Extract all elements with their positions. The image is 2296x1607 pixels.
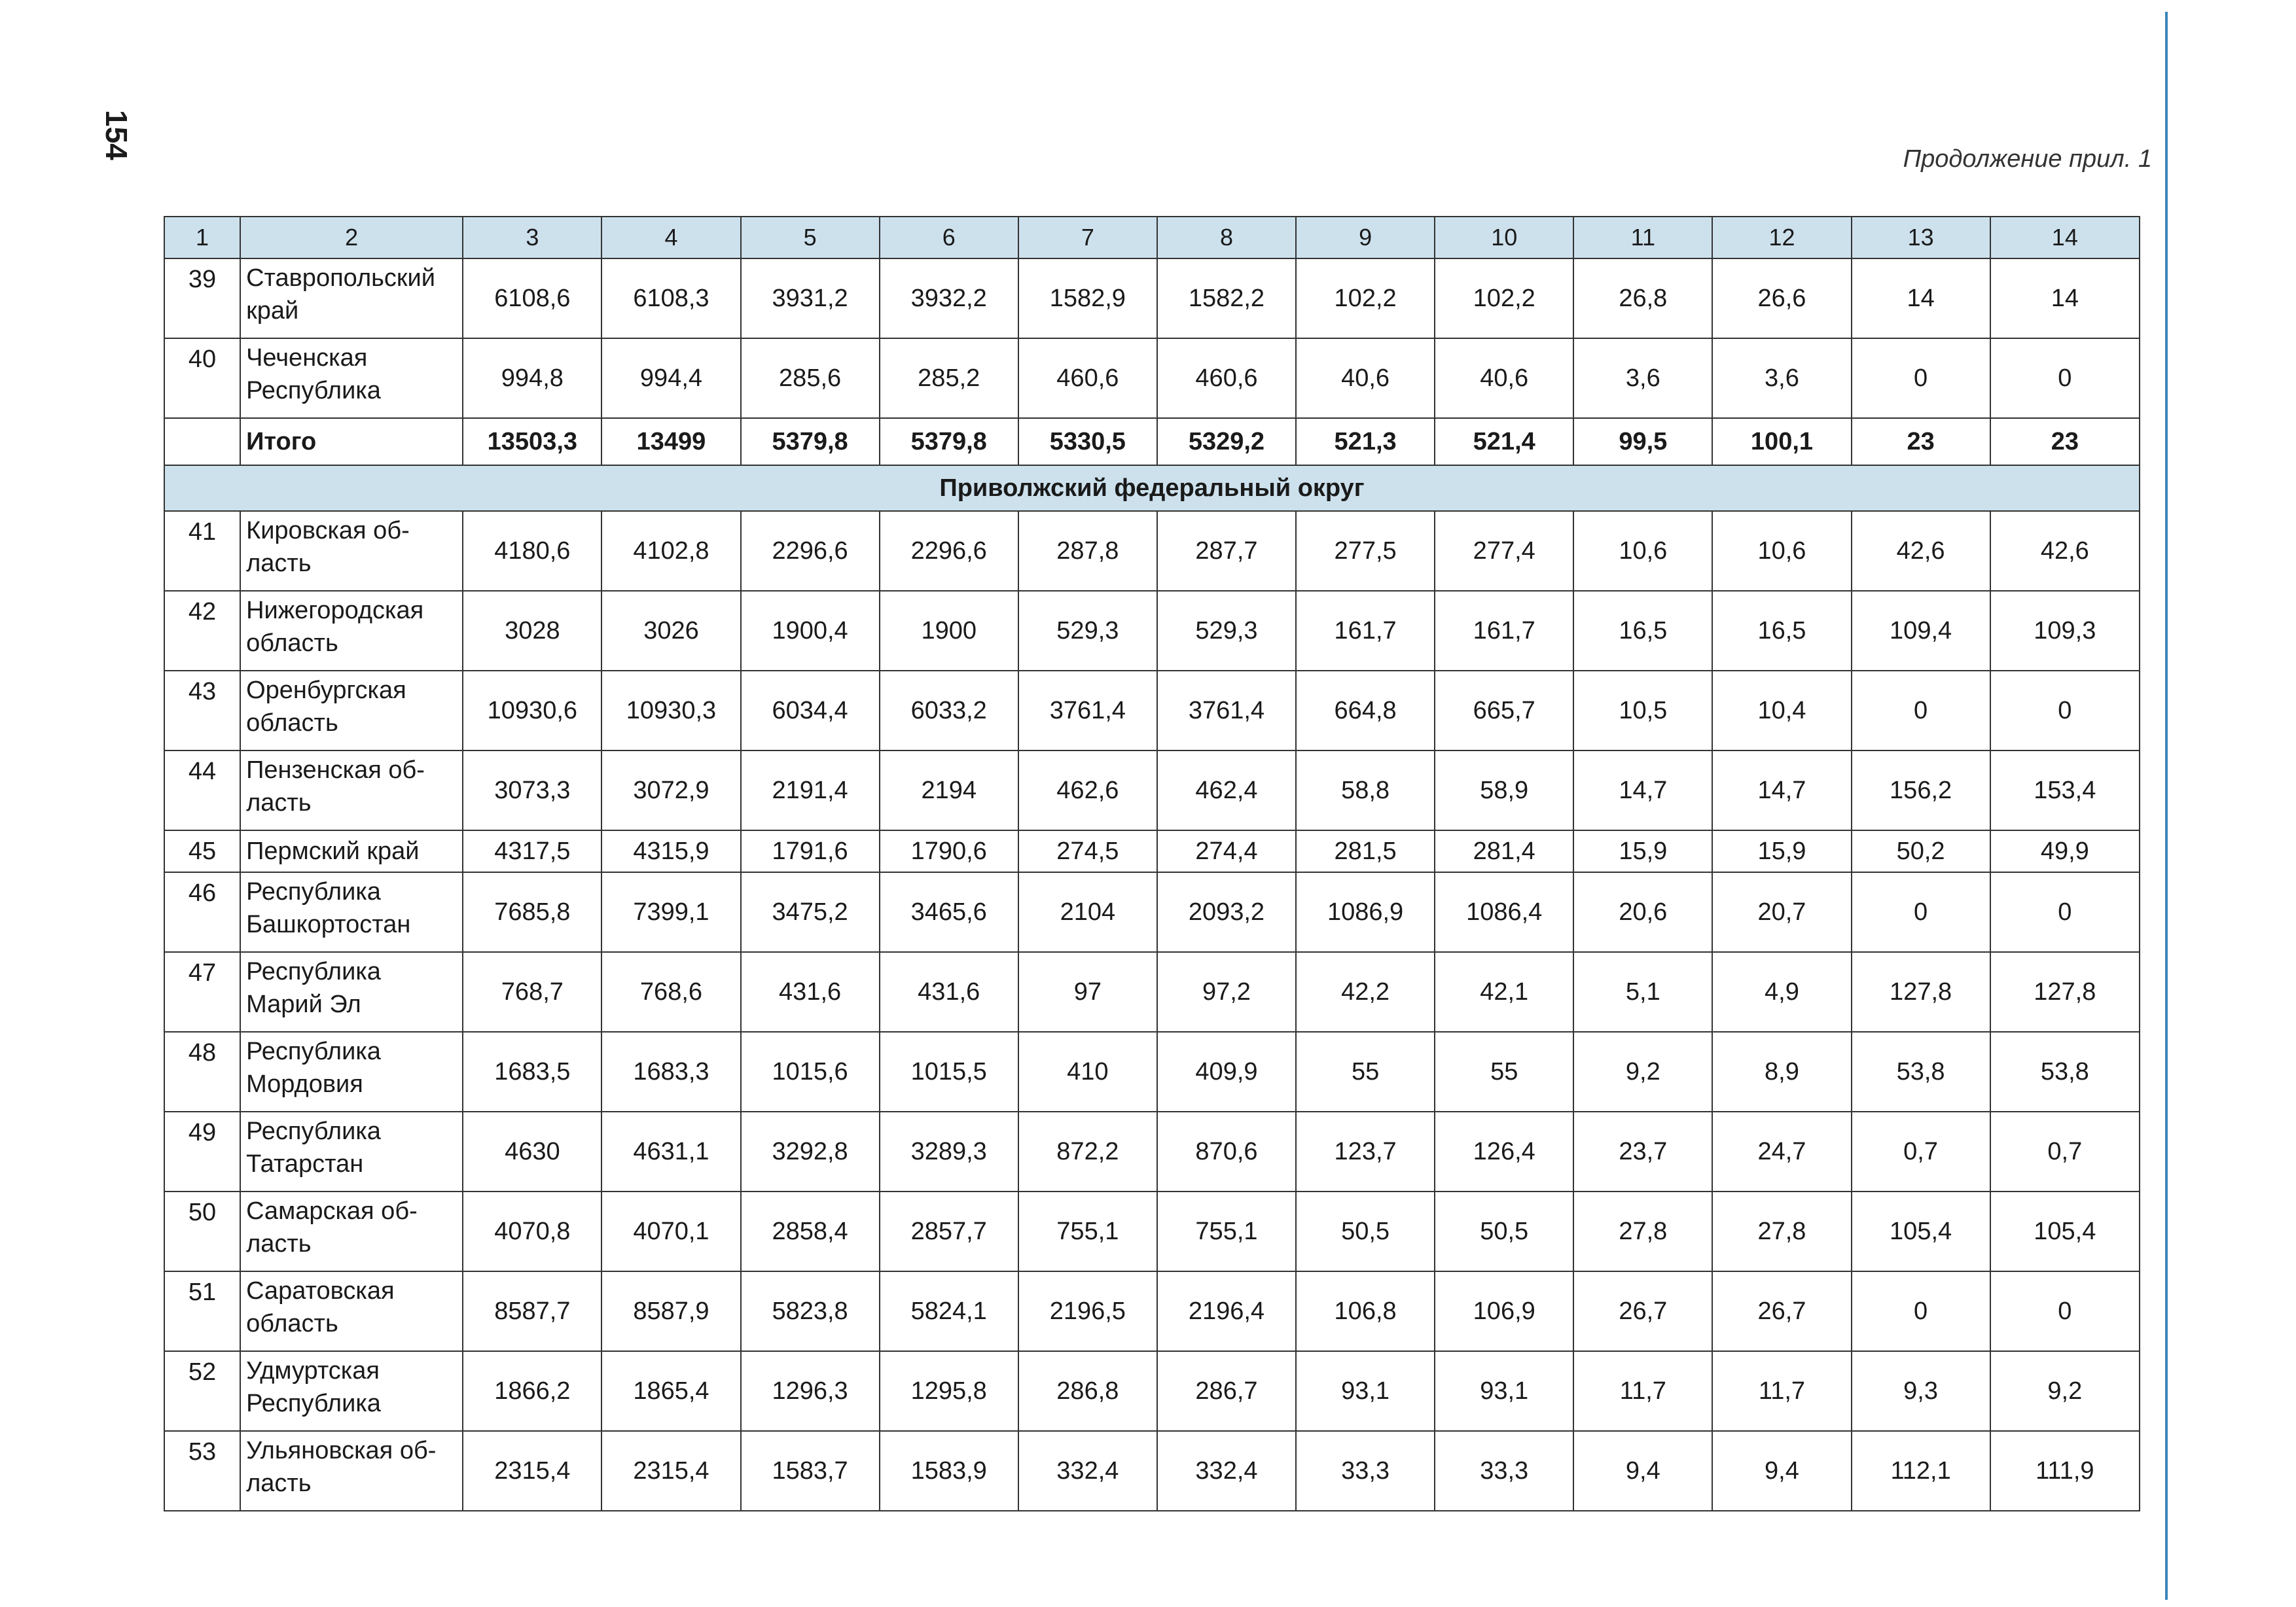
value-cell: 50,5 [1296, 1192, 1435, 1271]
column-header: 5 [741, 217, 880, 258]
value-cell: 106,9 [1435, 1271, 1573, 1351]
value-cell: 3289,3 [880, 1112, 1018, 1192]
value-cell: 274,4 [1157, 830, 1296, 872]
value-cell: 332,4 [1018, 1431, 1157, 1511]
row-number: 45 [164, 830, 240, 872]
value-cell: 2296,6 [880, 511, 1018, 591]
value-cell: 97,2 [1157, 952, 1296, 1032]
value-cell: 3931,2 [741, 258, 880, 338]
value-cell: 462,4 [1157, 751, 1296, 830]
value-cell: 2858,4 [741, 1192, 880, 1271]
value-cell: 2857,7 [880, 1192, 1018, 1271]
value-cell: 161,7 [1296, 591, 1435, 671]
value-cell: 1086,9 [1296, 872, 1435, 952]
row-number [164, 418, 240, 465]
value-cell: 409,9 [1157, 1032, 1296, 1112]
value-cell: 10,6 [1712, 511, 1851, 591]
value-cell: 5823,8 [741, 1271, 880, 1351]
value-cell: 755,1 [1018, 1192, 1157, 1271]
region-name: Удмуртская Республика [240, 1351, 463, 1431]
value-cell: 1582,9 [1018, 258, 1157, 338]
value-cell: 42,1 [1435, 952, 1573, 1032]
column-header: 3 [463, 217, 601, 258]
value-cell: 3,6 [1573, 338, 1712, 418]
value-cell: 460,6 [1018, 338, 1157, 418]
value-cell: 109,3 [1990, 591, 2140, 671]
column-header: 6 [880, 217, 1018, 258]
row-number: 41 [164, 511, 240, 591]
value-cell: 4630 [463, 1112, 601, 1192]
total-value: 5330,5 [1018, 418, 1157, 465]
total-value: 5379,8 [880, 418, 1018, 465]
column-header: 8 [1157, 217, 1296, 258]
total-label: Итого [240, 418, 463, 465]
value-cell: 2191,4 [741, 751, 880, 830]
page-number: 154 [99, 110, 134, 160]
value-cell: 14 [1852, 258, 1990, 338]
value-cell: 2315,4 [601, 1431, 740, 1511]
total-value: 13503,3 [463, 418, 601, 465]
value-cell: 105,4 [1990, 1192, 2140, 1271]
value-cell: 111,9 [1990, 1431, 2140, 1511]
value-cell: 3028 [463, 591, 601, 671]
value-cell: 3932,2 [880, 258, 1018, 338]
value-cell: 0 [1852, 338, 1990, 418]
column-header: 2 [240, 217, 463, 258]
value-cell: 10930,6 [463, 671, 601, 751]
value-cell: 26,8 [1573, 258, 1712, 338]
region-name: Пензенская об-ласть [240, 751, 463, 830]
value-cell: 0,7 [1990, 1112, 2140, 1192]
value-cell: 2194 [880, 751, 1018, 830]
column-header: 4 [601, 217, 740, 258]
value-cell: 53,8 [1990, 1032, 2140, 1112]
value-cell: 49,9 [1990, 830, 2140, 872]
value-cell: 3073,3 [463, 751, 601, 830]
value-cell: 11,7 [1573, 1351, 1712, 1431]
value-cell: 332,4 [1157, 1431, 1296, 1511]
total-row [164, 418, 2140, 465]
value-cell: 1296,3 [741, 1351, 880, 1431]
value-cell: 93,1 [1435, 1351, 1573, 1431]
value-cell: 14 [1990, 258, 2140, 338]
region-name: Республика Мордовия [240, 1032, 463, 1112]
value-cell: 1015,5 [880, 1032, 1018, 1112]
value-cell: 1866,2 [463, 1351, 601, 1431]
value-cell: 0 [1990, 671, 2140, 751]
value-cell: 127,8 [1852, 952, 1990, 1032]
value-cell: 1582,2 [1157, 258, 1296, 338]
region-name: Самарская об-ласть [240, 1192, 463, 1271]
value-cell: 4315,9 [601, 830, 740, 872]
value-cell: 2196,4 [1157, 1271, 1296, 1351]
value-cell: 3072,9 [601, 751, 740, 830]
value-cell: 1683,3 [601, 1032, 740, 1112]
value-cell: 1683,5 [463, 1032, 601, 1112]
value-cell: 4631,1 [601, 1112, 740, 1192]
value-cell: 431,6 [741, 952, 880, 1032]
table-row [164, 338, 2140, 418]
value-cell: 3,6 [1712, 338, 1851, 418]
value-cell: 153,4 [1990, 751, 2140, 830]
value-cell: 15,9 [1712, 830, 1851, 872]
value-cell: 3761,4 [1018, 671, 1157, 751]
row-number: 50 [164, 1192, 240, 1271]
region-name: Чеченская Республика [240, 338, 463, 418]
value-cell: 156,2 [1852, 751, 1990, 830]
row-number: 47 [164, 952, 240, 1032]
value-cell: 6108,3 [601, 258, 740, 338]
value-cell: 286,7 [1157, 1351, 1296, 1431]
value-cell: 286,8 [1018, 1351, 1157, 1431]
value-cell: 0 [1852, 671, 1990, 751]
value-cell: 1583,7 [741, 1431, 880, 1511]
region-name: Оренбургская область [240, 671, 463, 751]
region-name: Республика Башкортостан [240, 872, 463, 952]
value-cell: 285,2 [880, 338, 1018, 418]
value-cell: 123,7 [1296, 1112, 1435, 1192]
value-cell: 5,1 [1573, 952, 1712, 1032]
region-name: Республика Татарстан [240, 1112, 463, 1192]
value-cell: 8587,9 [601, 1271, 740, 1351]
value-cell: 3465,6 [880, 872, 1018, 952]
value-cell: 2296,6 [741, 511, 880, 591]
side-rule [2165, 12, 2168, 1600]
value-cell: 9,2 [1990, 1351, 2140, 1431]
value-cell: 0,7 [1852, 1112, 1990, 1192]
value-cell: 462,6 [1018, 751, 1157, 830]
value-cell: 161,7 [1435, 591, 1573, 671]
section-title: Приволжский федеральный округ [164, 465, 2140, 511]
value-cell: 768,7 [463, 952, 601, 1032]
column-header: 7 [1018, 217, 1157, 258]
row-number: 42 [164, 591, 240, 671]
region-name: Республика Марий Эл [240, 952, 463, 1032]
value-cell: 40,6 [1435, 338, 1573, 418]
value-cell: 277,5 [1296, 511, 1435, 591]
value-cell: 2104 [1018, 872, 1157, 952]
value-cell: 55 [1296, 1032, 1435, 1112]
value-cell: 126,4 [1435, 1112, 1573, 1192]
value-cell: 410 [1018, 1032, 1157, 1112]
value-cell: 0 [1990, 1271, 2140, 1351]
value-cell: 4102,8 [601, 511, 740, 591]
value-cell: 6033,2 [880, 671, 1018, 751]
table-row [164, 952, 2140, 1032]
table-row [164, 1112, 2140, 1192]
value-cell: 42,6 [1990, 511, 2140, 591]
value-cell: 285,6 [741, 338, 880, 418]
row-number: 48 [164, 1032, 240, 1112]
value-cell: 4070,8 [463, 1192, 601, 1271]
region-name: Пермский край [240, 830, 463, 872]
value-cell: 26,7 [1712, 1271, 1851, 1351]
value-cell: 3292,8 [741, 1112, 880, 1192]
value-cell: 106,8 [1296, 1271, 1435, 1351]
value-cell: 27,8 [1712, 1192, 1851, 1271]
total-value: 99,5 [1573, 418, 1712, 465]
value-cell: 10,4 [1712, 671, 1851, 751]
value-cell: 33,3 [1296, 1431, 1435, 1511]
value-cell: 8587,7 [463, 1271, 601, 1351]
row-number: 52 [164, 1351, 240, 1431]
table-row [164, 1192, 2140, 1271]
table-row [164, 1351, 2140, 1431]
value-cell: 3026 [601, 591, 740, 671]
value-cell: 287,8 [1018, 511, 1157, 591]
continuation-note: Продолжение прил. 1 [1903, 145, 2152, 173]
value-cell: 16,5 [1712, 591, 1851, 671]
value-cell: 15,9 [1573, 830, 1712, 872]
value-cell: 24,7 [1712, 1112, 1851, 1192]
value-cell: 274,5 [1018, 830, 1157, 872]
value-cell: 20,7 [1712, 872, 1851, 952]
value-cell: 4,9 [1712, 952, 1851, 1032]
section-row [164, 465, 2140, 511]
value-cell: 0 [1990, 872, 2140, 952]
total-value: 13499 [601, 418, 740, 465]
value-cell: 8,9 [1712, 1032, 1851, 1112]
value-cell: 1790,6 [880, 830, 1018, 872]
value-cell: 27,8 [1573, 1192, 1712, 1271]
value-cell: 287,7 [1157, 511, 1296, 591]
value-cell: 1900 [880, 591, 1018, 671]
value-cell: 872,2 [1018, 1112, 1157, 1192]
region-name: Нижегородская область [240, 591, 463, 671]
value-cell: 431,6 [880, 952, 1018, 1032]
value-cell: 6034,4 [741, 671, 880, 751]
value-cell: 4070,1 [601, 1192, 740, 1271]
value-cell: 105,4 [1852, 1192, 1990, 1271]
value-cell: 42,2 [1296, 952, 1435, 1032]
value-cell: 26,7 [1573, 1271, 1712, 1351]
value-cell: 11,7 [1712, 1351, 1851, 1431]
value-cell: 1900,4 [741, 591, 880, 671]
value-cell: 1791,6 [741, 830, 880, 872]
value-cell: 664,8 [1296, 671, 1435, 751]
value-cell: 127,8 [1990, 952, 2140, 1032]
value-cell: 281,4 [1435, 830, 1573, 872]
value-cell: 10,6 [1573, 511, 1712, 591]
value-cell: 281,5 [1296, 830, 1435, 872]
total-value: 23 [1852, 418, 1990, 465]
table-row [164, 1032, 2140, 1112]
value-cell: 2093,2 [1157, 872, 1296, 952]
value-cell: 665,7 [1435, 671, 1573, 751]
value-cell: 1086,4 [1435, 872, 1573, 952]
value-cell: 58,9 [1435, 751, 1573, 830]
table-row [164, 258, 2140, 338]
table-row [164, 1431, 2140, 1511]
column-header: 1 [164, 217, 240, 258]
value-cell: 994,4 [601, 338, 740, 418]
data-table [164, 216, 2140, 1511]
value-cell: 10930,3 [601, 671, 740, 751]
value-cell: 3761,4 [1157, 671, 1296, 751]
value-cell: 1583,9 [880, 1431, 1018, 1511]
value-cell: 4180,6 [463, 511, 601, 591]
value-cell: 112,1 [1852, 1431, 1990, 1511]
row-number: 39 [164, 258, 240, 338]
value-cell: 42,6 [1852, 511, 1990, 591]
value-cell: 53,8 [1852, 1032, 1990, 1112]
value-cell: 6108,6 [463, 258, 601, 338]
total-value: 5329,2 [1157, 418, 1296, 465]
table-row [164, 1271, 2140, 1351]
column-header: 12 [1712, 217, 1851, 258]
value-cell: 7685,8 [463, 872, 601, 952]
value-cell: 4317,5 [463, 830, 601, 872]
value-cell: 870,6 [1157, 1112, 1296, 1192]
value-cell: 529,3 [1018, 591, 1157, 671]
row-number: 46 [164, 872, 240, 952]
value-cell: 277,4 [1435, 511, 1573, 591]
value-cell: 55 [1435, 1032, 1573, 1112]
value-cell: 102,2 [1435, 258, 1573, 338]
value-cell: 9,3 [1852, 1351, 1990, 1431]
table-row [164, 671, 2140, 751]
value-cell: 93,1 [1296, 1351, 1435, 1431]
value-cell: 26,6 [1712, 258, 1851, 338]
row-number: 49 [164, 1112, 240, 1192]
table-row [164, 751, 2140, 830]
value-cell: 23,7 [1573, 1112, 1712, 1192]
total-value: 100,1 [1712, 418, 1851, 465]
value-cell: 109,4 [1852, 591, 1990, 671]
value-cell: 7399,1 [601, 872, 740, 952]
value-cell: 14,7 [1573, 751, 1712, 830]
region-name: Ставропольский край [240, 258, 463, 338]
total-value: 521,3 [1296, 418, 1435, 465]
table-row [164, 591, 2140, 671]
total-value: 521,4 [1435, 418, 1573, 465]
region-name: Саратовская область [240, 1271, 463, 1351]
value-cell: 9,4 [1573, 1431, 1712, 1511]
value-cell: 994,8 [463, 338, 601, 418]
value-cell: 5824,1 [880, 1271, 1018, 1351]
row-number: 44 [164, 751, 240, 830]
value-cell: 1015,6 [741, 1032, 880, 1112]
table-body [164, 217, 2140, 1511]
value-cell: 33,3 [1435, 1431, 1573, 1511]
table-row [164, 872, 2140, 952]
column-number-row [164, 217, 2140, 258]
value-cell: 50,2 [1852, 830, 1990, 872]
value-cell: 2196,5 [1018, 1271, 1157, 1351]
row-number: 51 [164, 1271, 240, 1351]
value-cell: 1295,8 [880, 1351, 1018, 1431]
value-cell: 50,5 [1435, 1192, 1573, 1271]
row-number: 53 [164, 1431, 240, 1511]
value-cell: 0 [1852, 872, 1990, 952]
value-cell: 3475,2 [741, 872, 880, 952]
column-header: 14 [1990, 217, 2140, 258]
value-cell: 768,6 [601, 952, 740, 1032]
value-cell: 9,2 [1573, 1032, 1712, 1112]
region-name: Кировская об-ласть [240, 511, 463, 591]
value-cell: 16,5 [1573, 591, 1712, 671]
value-cell: 529,3 [1157, 591, 1296, 671]
total-value: 5379,8 [741, 418, 880, 465]
value-cell: 97 [1018, 952, 1157, 1032]
value-cell: 0 [1990, 338, 2140, 418]
row-number: 43 [164, 671, 240, 751]
value-cell: 20,6 [1573, 872, 1712, 952]
value-cell: 755,1 [1157, 1192, 1296, 1271]
table-row [164, 830, 2140, 872]
column-header: 13 [1852, 217, 1990, 258]
value-cell: 102,2 [1296, 258, 1435, 338]
value-cell: 460,6 [1157, 338, 1296, 418]
row-number: 40 [164, 338, 240, 418]
value-cell: 0 [1852, 1271, 1990, 1351]
total-value: 23 [1990, 418, 2140, 465]
value-cell: 58,8 [1296, 751, 1435, 830]
column-header: 10 [1435, 217, 1573, 258]
table-row [164, 511, 2140, 591]
value-cell: 14,7 [1712, 751, 1851, 830]
value-cell: 10,5 [1573, 671, 1712, 751]
value-cell: 2315,4 [463, 1431, 601, 1511]
value-cell: 40,6 [1296, 338, 1435, 418]
region-name: Ульяновская об-ласть [240, 1431, 463, 1511]
value-cell: 1865,4 [601, 1351, 740, 1431]
column-header: 9 [1296, 217, 1435, 258]
value-cell: 9,4 [1712, 1431, 1851, 1511]
column-header: 11 [1573, 217, 1712, 258]
